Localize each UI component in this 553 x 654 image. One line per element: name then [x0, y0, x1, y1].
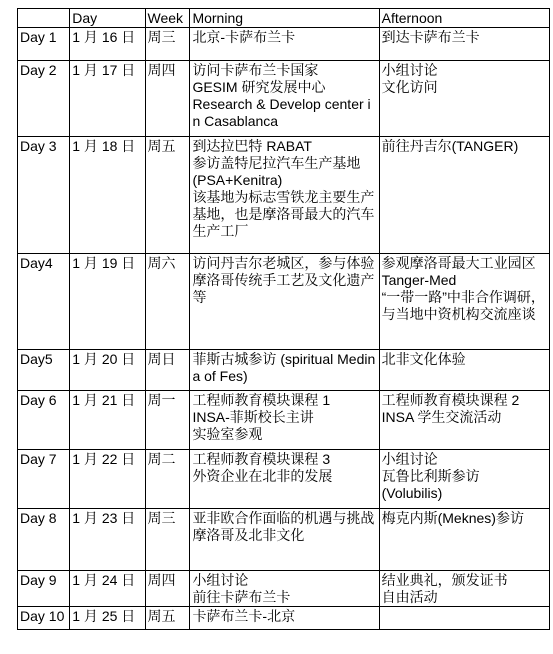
weekday-cell: 周三 [145, 28, 190, 61]
morning-line: 北京-卡萨布兰卡 [192, 29, 296, 45]
morning-line: 访问卡萨布兰卡国家 [192, 62, 319, 78]
morning-line: 亚非欧合作面临的机遇与挑战 [192, 510, 375, 526]
afternoon-cell [379, 571, 549, 607]
morning-line: 小组讨论 [192, 572, 249, 588]
date-cell: 1 月 17 日 [70, 61, 145, 137]
schedule-row [18, 607, 550, 630]
header-day: Day [70, 9, 145, 28]
morning-cell [190, 450, 379, 509]
afternoon-line: 小组讨论 [381, 451, 438, 467]
morning-cell [190, 607, 379, 630]
schedule-body [18, 9, 550, 630]
weekday-cell: 周四 [145, 61, 190, 137]
morning-cell [190, 571, 379, 607]
afternoon-line: 前往丹吉尔(TANGER) [381, 138, 519, 154]
date-cell: 1 月 20 日 [70, 350, 145, 391]
header-week: Week [145, 9, 190, 28]
afternoon-line: 小组讨论 [381, 62, 438, 78]
morning-line: 到达拉巴特 RABAT [192, 138, 312, 154]
morning-cell [190, 61, 379, 137]
morning-line: 菲斯古城参访 (spiritual Medina of Fes) [192, 351, 376, 384]
afternoon-cell [379, 61, 549, 137]
day-cell: Day5 [18, 350, 70, 391]
schedule-row [18, 350, 550, 391]
day-cell: Day 3 [18, 137, 70, 254]
day-cell: Day 8 [18, 509, 70, 571]
afternoon-cell [379, 137, 549, 254]
afternoon-cell [379, 509, 549, 571]
morning-line: Research & Develop center in Casablanca [192, 96, 371, 129]
weekday-cell: 周四 [145, 571, 190, 607]
afternoon-cell [379, 28, 549, 61]
morning-line: 外资企业在北非的发展 [192, 468, 333, 484]
morning-cell [190, 350, 379, 391]
afternoon-line: 工程师教育模块课程 2 [381, 392, 520, 408]
schedule-table [17, 8, 550, 630]
morning-line: 参访盖特尼拉汽车生产基地 [192, 155, 361, 171]
weekday-cell: 周一 [145, 391, 190, 450]
morning-line: (PSA+Kenitra) [192, 172, 283, 188]
schedule-row [18, 137, 550, 254]
morning-line: INSA-菲斯校长主讲 [192, 409, 314, 425]
date-cell: 1 月 24 日 [70, 571, 145, 607]
morning-cell [190, 391, 379, 450]
morning-line: 访问丹吉尔老城区，参与体验摩洛哥传统手工艺及文化遗产等 [192, 255, 375, 305]
weekday-cell: 周三 [145, 509, 190, 571]
header-afternoon: Afternoon [379, 9, 549, 28]
morning-cell [190, 254, 379, 350]
afternoon-cell [379, 607, 549, 630]
header-row [18, 9, 550, 28]
afternoon-cell [379, 450, 549, 509]
afternoon-line: 到达卡萨布兰卡 [381, 29, 480, 45]
morning-line: 该基地为标志雪铁龙主要生产基地，也是摩洛哥最大的汽车生产工厂 [192, 189, 375, 239]
date-cell: 1 月 22 日 [70, 450, 145, 509]
day-cell: Day 9 [18, 571, 70, 607]
morning-line: 实验室参观 [192, 426, 263, 442]
schedule-row [18, 391, 550, 450]
afternoon-line: 北非文化体验 [381, 351, 466, 367]
afternoon-line: INSA 学生交流活动 [381, 409, 502, 425]
afternoon-line: 结业典礼，颁发证书 [381, 572, 508, 588]
afternoon-cell [379, 254, 549, 350]
date-cell: 1 月 25 日 [70, 607, 145, 630]
morning-line: 前往卡萨布兰卡 [192, 589, 291, 605]
afternoon-line: 参观摩洛哥最大工业园区 Tanger-Med [381, 255, 536, 288]
date-cell: 1 月 18 日 [70, 137, 145, 254]
weekday-cell: 周日 [145, 350, 190, 391]
header-blank [18, 9, 70, 28]
morning-cell [190, 28, 379, 61]
header-morning: Morning [190, 9, 379, 28]
afternoon-line: 梅克内斯(Meknes)参访 [381, 510, 524, 526]
schedule-row [18, 571, 550, 607]
day-cell: Day 10 [18, 607, 70, 630]
day-cell: Day 7 [18, 450, 70, 509]
day-cell: Day 1 [18, 28, 70, 61]
schedule-row [18, 509, 550, 571]
schedule-row [18, 61, 550, 137]
schedule-row [18, 254, 550, 350]
morning-line: 卡萨布兰卡-北京 [192, 608, 296, 624]
morning-line: 摩洛哥及北非文化 [192, 527, 305, 543]
date-cell: 1 月 16 日 [70, 28, 145, 61]
afternoon-line: “一带一路”中非合作调研，与当地中资机构交流座谈 [381, 289, 545, 322]
weekday-cell: 周二 [145, 450, 190, 509]
day-cell: Day 2 [18, 61, 70, 137]
morning-line: GESIM 研究发展中心 [192, 79, 326, 95]
day-cell: Day4 [18, 254, 70, 350]
day-cell: Day 6 [18, 391, 70, 450]
schedule-row [18, 28, 550, 61]
afternoon-line: 自由活动 [381, 589, 438, 605]
morning-cell [190, 509, 379, 571]
date-cell: 1 月 19 日 [70, 254, 145, 350]
afternoon-cell [379, 391, 549, 450]
morning-line: 工程师教育模块课程 3 [192, 451, 331, 467]
schedule-row [18, 450, 550, 509]
morning-line: 工程师教育模块课程 1 [192, 392, 331, 408]
weekday-cell: 周五 [145, 607, 190, 630]
date-cell: 1 月 21 日 [70, 391, 145, 450]
afternoon-line: (Volubilis) [381, 485, 443, 501]
weekday-cell: 周五 [145, 137, 190, 254]
afternoon-line: 瓦鲁比利斯参访 [381, 468, 480, 484]
afternoon-line: 文化访问 [381, 79, 438, 95]
weekday-cell: 周六 [145, 254, 190, 350]
morning-cell [190, 137, 379, 254]
date-cell: 1 月 23 日 [70, 509, 145, 571]
afternoon-cell [379, 350, 549, 391]
